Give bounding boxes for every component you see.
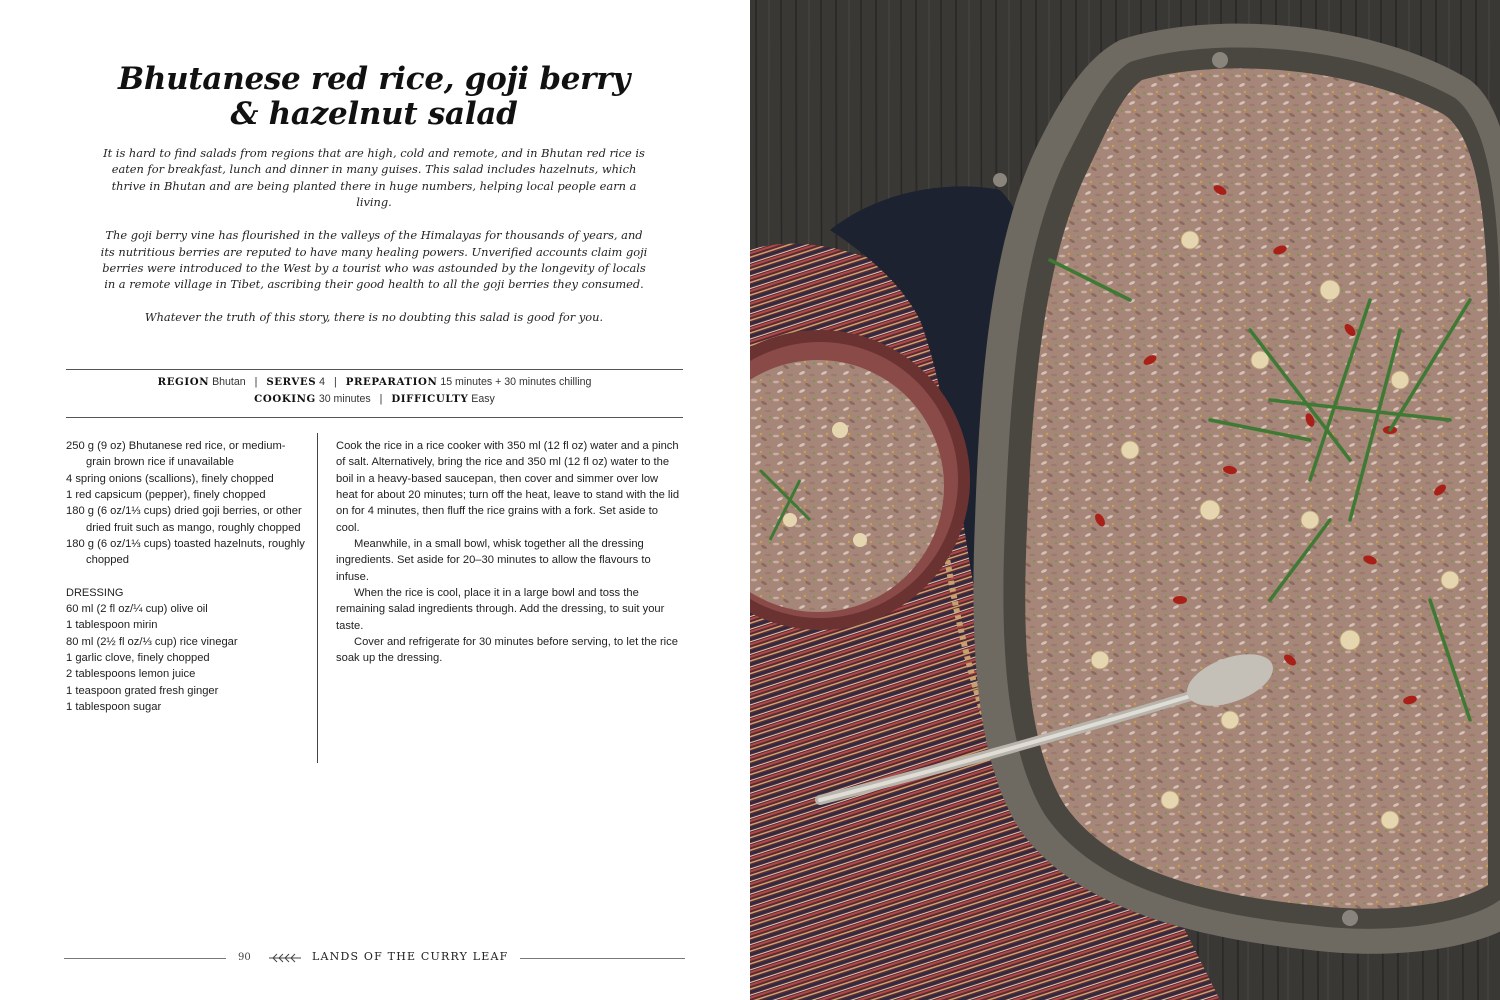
meta-separator: | <box>254 376 258 388</box>
ingredients-list <box>66 438 306 716</box>
salad-photo-illustration <box>750 0 1500 1000</box>
method-step: Cook the rice in a rice cooker with 350 ml (12 fl oz) water and a pinch of salt. Alternatively, bring the rice and 350 ml (12 fl oz) water to the boil in a heavy-based saucepan, then cover and simmer over low heat for about 20 minutes; turn off the heat, leave to stand with the lid on for 4 minutes, then fluff the rice grains with a fork. Set aside to cool. <box>336 440 680 534</box>
cooking-label: COOKING <box>254 392 316 405</box>
dressing-item: 1 garlic clove, finely chopped <box>66 652 210 665</box>
meta-line-1 <box>66 374 683 391</box>
dressing-item: 80 ml (2½ fl oz/⅓ cup) rice vinegar <box>66 635 238 648</box>
ingredient-item: 180 g (6 oz/1⅓ cups) toasted hazelnuts, roughly chopped <box>66 538 305 567</box>
recipe-intro <box>98 145 650 342</box>
ingredient-item: 4 spring onions (scallions), finely chopped <box>66 472 274 485</box>
salad-photo <box>750 0 1500 1000</box>
recipe-title-line-2: & hazelnut salad <box>230 96 518 132</box>
preparation-value: 15 minutes + 30 minutes chilling <box>440 376 592 388</box>
book-title: LANDS OF THE CURRY LEAF <box>312 950 509 963</box>
method-step: Cover and refrigerate for 30 minutes before serving, to let the rice soak up the dressing. <box>336 636 678 665</box>
dressing-item: 1 teaspoon grated fresh ginger <box>66 684 219 697</box>
ingredient-item: 250 g (9 oz) Bhutanese red rice, or medium-grain brown rice if unavailable <box>66 440 286 469</box>
meta-line-2 <box>66 391 683 408</box>
cooking-value: 30 minutes <box>318 392 371 405</box>
meta-separator: | <box>379 392 383 405</box>
serves-value: 4 <box>319 376 326 388</box>
recipe-title-line-1: Bhutanese red rice, goji berry <box>118 61 630 97</box>
preparation-label: PREPARATION <box>345 376 438 388</box>
method-step: Meanwhile, in a small bowl, whisk together all the dressing ingredients. Set aside for 20–30 minutes to allow the flavours to infuse. <box>336 538 651 583</box>
footer-rule-right <box>520 958 685 959</box>
intro-paragraph: The goji berry vine has flourished in the valleys of the Himalayas for thousands of years, and its nutritious berries are reputed to have many healing powers. Unverified accounts claim goji berries were introduced to the West by a tourist who was astounded by the longevity of locals in a remote village in Tibet, ascribing their good health to all the goji berries they consumed. <box>100 228 648 292</box>
method-steps <box>336 438 682 667</box>
difficulty-label: DIFFICULTY <box>391 392 469 405</box>
ingredient-item: 180 g (6 oz/1⅓ cups) dried goji berries, or other dried fruit such as mango, roughly chopped <box>66 505 302 534</box>
method-step: When the rice is cool, place it in a large bowl and toss the remaining salad ingredients through. Add the dressing, to suit your taste. <box>336 587 665 632</box>
leaf-ornament-icon <box>268 952 302 964</box>
serves-label: SERVES <box>266 376 317 388</box>
meta-separator: | <box>333 376 337 388</box>
difficulty-value: Easy <box>471 392 495 405</box>
dressing-heading: DRESSING <box>66 586 124 599</box>
region-label: REGION <box>157 376 210 388</box>
dressing-item: 1 tablespoon mirin <box>66 619 158 632</box>
intro-paragraph: It is hard to find salads from regions that are high, cold and remote, and in Bhutan red rice is eaten for breakfast, lunch and dinner in many guises. This salad includes hazelnuts, which thrive in Bhutan and are being planted there in huge numbers, helping local people earn a living. <box>103 146 645 210</box>
ingredient-item: 1 red capsicum (pepper), finely chopped <box>66 489 266 502</box>
region-value: Bhutan <box>212 376 246 388</box>
page-number: 90 <box>238 952 251 963</box>
dressing-item: 1 tablespoon sugar <box>66 701 162 714</box>
meta-bottom-rule <box>66 417 683 418</box>
column-divider <box>317 433 318 763</box>
recipe-meta <box>66 374 683 407</box>
dressing-item: 60 ml (2 fl oz/¼ cup) olive oil <box>66 603 208 616</box>
dressing-item: 2 tablespoons lemon juice <box>66 668 196 681</box>
meta-top-rule <box>66 369 683 370</box>
intro-paragraph: Whatever the truth of this story, there is no doubting this salad is good for you. <box>144 310 604 325</box>
recipe-title <box>65 62 683 132</box>
footer-rule-left <box>64 958 226 959</box>
